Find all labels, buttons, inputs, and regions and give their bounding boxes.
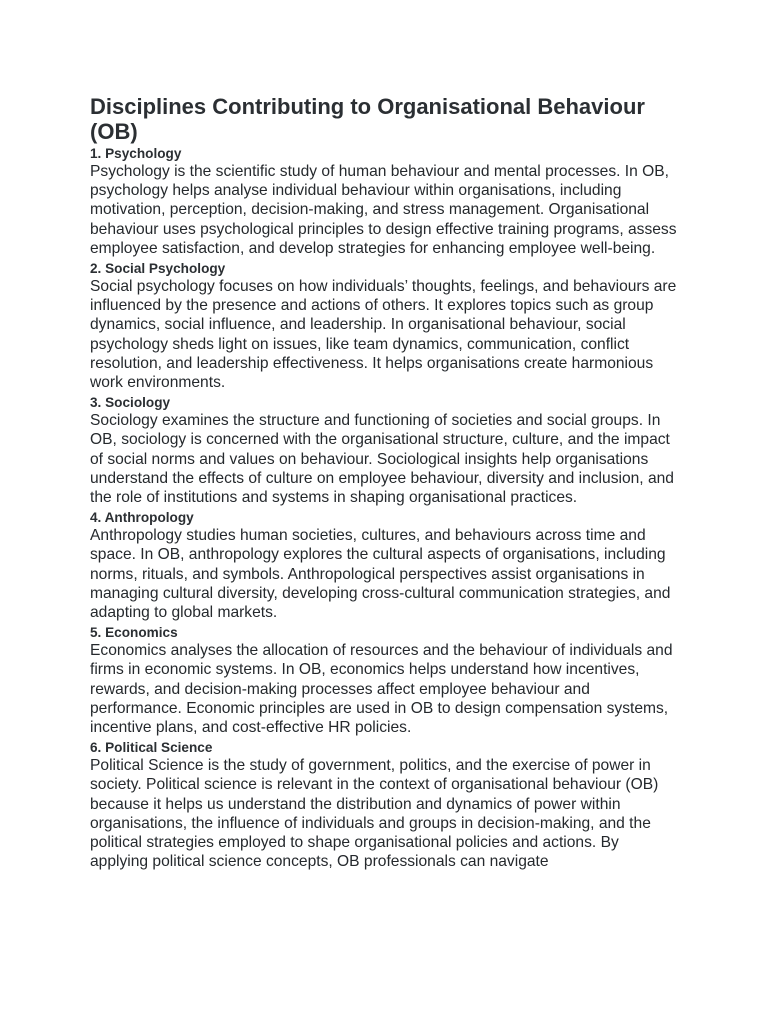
section-body: Economics analyses the allocation of resources and the behaviour of individuals and firms in economic systems. In OB, economics helps understand how incentives, rewards, and decision-making processes affect employee behaviour and performance. Economic principles are used in OB to design compensation systems, incentive plans, and cost-effective HR policies. bbox=[90, 642, 673, 737]
section-body: Political Science is the study of government, politics, and the exercise of power in society. Political science is relevant in the context of organisational behaviour (OB) because it helps us understand the distribution and dynamics of power within organisations, the influence of individuals and groups in decision-making, and the political strategies employed to shape organisational policies and actions. By applying political science concepts, OB professionals can navigate bbox=[90, 757, 659, 871]
section-political-science bbox=[90, 739, 680, 871]
section-heading: 2. Social Psychology bbox=[90, 261, 226, 277]
section-heading: 1. Psychology bbox=[90, 146, 182, 161]
document-title: Disciplines Contributing to Organisational Behaviour (OB) bbox=[90, 94, 645, 144]
section-anthropology bbox=[90, 509, 680, 622]
section-sociology bbox=[90, 394, 680, 507]
section-body: Sociology examines the structure and functioning of societies and social groups. In OB, sociology is concerned with the organisational structure, culture, and the impact of social norms and values on behaviour. Sociological insights help organisations understand the effects of culture on employee behaviour, diversity and inclusion, and the role of institutions and systems in shaping organisational practices. bbox=[90, 412, 674, 507]
section-social-psychology bbox=[90, 260, 680, 392]
section-economics bbox=[90, 624, 680, 737]
section-heading: 4. Anthropology bbox=[90, 510, 194, 526]
section-body: Social psychology focuses on how individuals’ thoughts, feelings, and behaviours are influenced by the presence and actions of others. It explores topics such as group dynamics, social influence, and leadership. In organisational behaviour, social psychology sheds light on issues, like team dynamics, communication, conflict resolution, and leadership effectiveness. It helps organisations create harmonious work environments. bbox=[90, 278, 677, 392]
section-heading: 5. Economics bbox=[90, 625, 178, 641]
section-psychology bbox=[90, 145, 680, 258]
section-body: Psychology is the scientific study of human behaviour and mental processes. In OB, psychology helps analyse individual behaviour within organisations, including motivation, perception, decision-making, and stress management. Organisational behaviour uses psychological principles to design effective training programs, assess employee satisfaction, and develop strategies for enhancing employee well-being. bbox=[90, 163, 677, 257]
section-body: Anthropology studies human societies, cultures, and behaviours across time and space. In OB, anthropology explores the cultural aspects of organisations, including norms, rituals, and symbols. Anthropological perspectives assist organisations in managing cultural diversity, developing cross-cultural communication strategies, and adapting to global markets. bbox=[90, 527, 671, 622]
section-heading: 6. Political Science bbox=[90, 740, 213, 756]
document-page bbox=[90, 94, 680, 874]
section-heading: 3. Sociology bbox=[90, 395, 171, 411]
